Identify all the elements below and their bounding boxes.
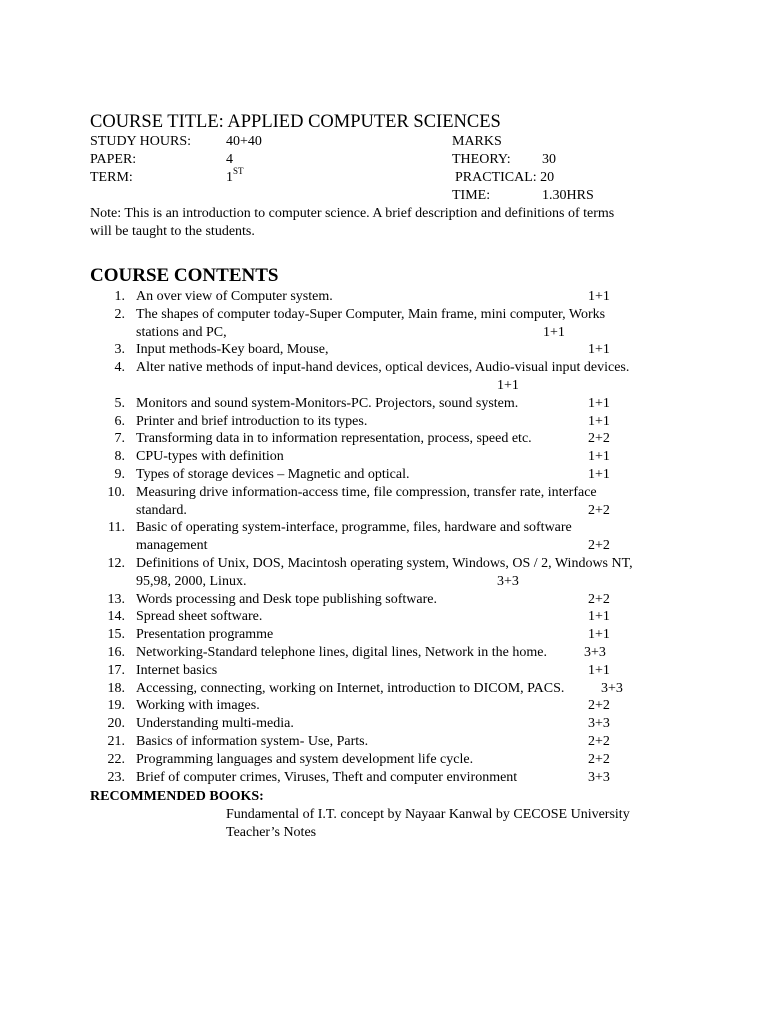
- theory-value: 30: [542, 152, 556, 167]
- list-item-credit: 2+2: [588, 751, 610, 767]
- list-item-number: 1.: [114, 289, 125, 304]
- list-item-number: 4.: [114, 360, 125, 376]
- list-item-number: 11.: [108, 520, 125, 536]
- list-item-credit: 3+3: [601, 680, 623, 696]
- list-item-text: Working with images.: [136, 698, 260, 714]
- list-item-credit: 1+1: [588, 609, 610, 625]
- list-item-text: stations and PC,: [136, 324, 227, 340]
- book-item: Fundamental of I.T. concept by Nayaar Kanwal by CECOSE University: [226, 807, 630, 822]
- term-number: 1: [226, 170, 233, 185]
- list-item-text: Networking-Standard telephone lines, digital lines, Network in the home.: [136, 645, 547, 660]
- paper-value: 4: [226, 152, 233, 167]
- list-item-text: Types of storage devices – Magnetic and optical.: [136, 467, 410, 482]
- list-item-credit: 2+2: [588, 502, 610, 518]
- list-item-credit: 1+1: [588, 449, 610, 465]
- list-item-credit: 1+1: [588, 395, 610, 411]
- list-item-text: An over view of Computer system.: [136, 289, 333, 304]
- list-item-text: CPU-types with definition: [136, 449, 284, 465]
- list-item-number: 18.: [107, 680, 125, 696]
- list-item-number: 9.: [114, 467, 125, 482]
- list-item-number: 14.: [107, 609, 125, 625]
- course-contents-heading: COURSE CONTENTS: [90, 265, 279, 286]
- list-item-text: Programming languages and system development life cycle.: [136, 751, 474, 767]
- list-item-credit: 1+1: [543, 324, 565, 340]
- list-item-credit: 1+1: [588, 342, 610, 358]
- list-item-text: standard.: [136, 502, 187, 518]
- course-title: COURSE TITLE: APPLIED COMPUTER SCIENCES: [90, 112, 501, 132]
- list-item-text: Printer and brief introduction to its types.: [136, 413, 368, 429]
- list-item-credit: 3+3: [497, 573, 519, 589]
- list-item-text: 95,98, 2000, Linux.: [136, 573, 247, 589]
- list-item-text: Measuring drive information-access time, file compression, transfer rate, interface: [136, 484, 597, 500]
- study-hours-label: STUDY HOURS:: [90, 134, 191, 149]
- list-item-text: Alter native methods of input-hand devices, optical devices, Audio-visual input devices.: [136, 360, 630, 376]
- term-superscript: ST: [233, 166, 244, 176]
- study-hours-value: 40+40: [226, 134, 262, 149]
- list-item-credit: 3+3: [584, 645, 606, 660]
- theory-label: THEORY:: [452, 152, 511, 167]
- list-item-number: 16.: [107, 645, 125, 660]
- list-item-text: Spread sheet software.: [136, 609, 263, 625]
- list-item-credit: 2+2: [588, 698, 610, 714]
- list-item-credit: 1+1: [588, 662, 610, 678]
- book-item: Teacher’s Notes: [226, 825, 317, 840]
- list-item-number: 17.: [107, 662, 125, 678]
- list-item-text: Brief of computer crimes, Viruses, Theft and computer environment: [136, 769, 518, 785]
- list-item-credit: 3+3: [588, 716, 610, 732]
- list-item-number: 15.: [107, 627, 125, 643]
- list-item-text: Presentation programme: [136, 627, 274, 643]
- list-item-text: Understanding multi-media.: [136, 716, 294, 732]
- note-line-1: Note: This is an introduction to computer science. A brief description and definitions of terms: [90, 206, 615, 221]
- list-item-credit: 1+1: [497, 378, 519, 393]
- list-item-number: 22.: [107, 751, 125, 767]
- list-item-credit: 2+2: [588, 734, 610, 749]
- list-item-number: 7.: [114, 431, 125, 447]
- list-item-text: Monitors and sound system-Monitors-PC. Projectors, sound system.: [136, 395, 519, 411]
- list-item-number: 23.: [107, 769, 125, 785]
- list-item-number: 6.: [114, 413, 125, 429]
- list-item-credit: 1+1: [588, 289, 610, 304]
- list-item-credit: 1+1: [588, 627, 610, 643]
- list-item-text: Basic of operating system-interface, programme, files, hardware and software: [136, 520, 572, 536]
- list-item-credit: 2+2: [588, 591, 610, 607]
- list-item-credit: 1+1: [588, 467, 610, 482]
- list-item-text: Words processing and Desk tope publishing software.: [136, 591, 437, 607]
- time-value: 1.30HRS: [542, 188, 594, 203]
- time-label: TIME:: [452, 188, 491, 203]
- list-item-number: 12.: [107, 556, 125, 571]
- list-item-number: 2.: [114, 306, 125, 322]
- paper-label: PAPER:: [90, 152, 137, 167]
- list-item-number: 5.: [114, 395, 125, 411]
- list-item-credit: 1+1: [588, 413, 610, 429]
- list-item-number: 20.: [107, 716, 125, 732]
- list-item-number: 19.: [107, 698, 125, 714]
- list-item-text: Transforming data in to information representation, process, speed etc.: [136, 431, 532, 447]
- list-item-number: 21.: [107, 734, 125, 749]
- list-item-text: Accessing, connecting, working on Internet, introduction to DICOM, PACS.: [136, 680, 565, 696]
- list-item-number: 13.: [107, 591, 125, 607]
- list-item-text: The shapes of computer today-Super Computer, Main frame, mini computer, Works: [136, 306, 606, 322]
- list-item-text: Internet basics: [136, 662, 218, 678]
- list-item-text: Basics of information system- Use, Parts.: [136, 734, 369, 749]
- list-item-text: Definitions of Unix, DOS, Macintosh operating system, Windows, OS / 2, Windows NT,: [136, 556, 633, 571]
- list-item-number: 8.: [114, 449, 125, 465]
- note-line-2: will be taught to the students.: [90, 224, 255, 239]
- list-item-number: 10.: [107, 484, 125, 500]
- marks-label: MARKS: [452, 134, 502, 149]
- list-item-number: 3.: [114, 342, 125, 358]
- list-item-credit: 2+2: [588, 431, 610, 447]
- recommended-books-heading: RECOMMENDED BOOKS:: [90, 789, 264, 804]
- list-item-credit: 2+2: [588, 538, 610, 554]
- practical-label: PRACTICAL: 20: [455, 170, 555, 185]
- list-item-credit: 3+3: [588, 769, 610, 785]
- term-label: TERM:: [90, 170, 133, 185]
- list-item-text: management: [136, 538, 208, 554]
- term-value: [226, 166, 244, 185]
- list-item-text: Input methods-Key board, Mouse,: [136, 342, 329, 358]
